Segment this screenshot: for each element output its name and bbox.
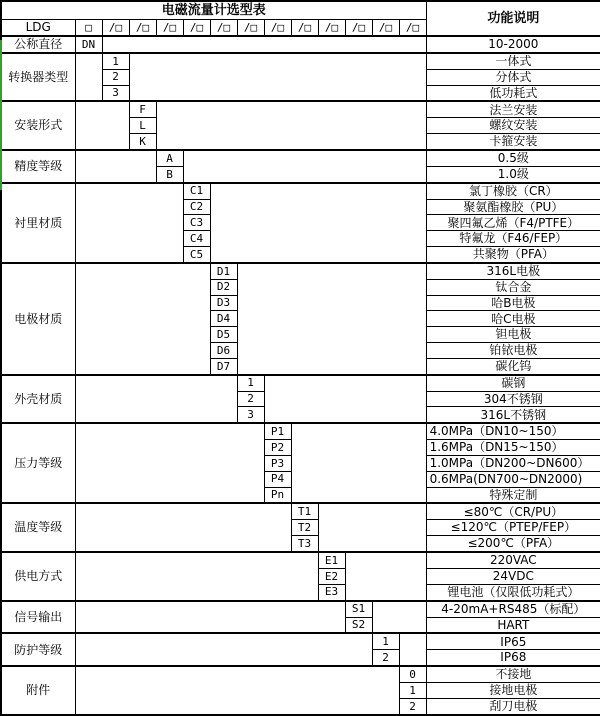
code-cell: Pn [264, 487, 291, 503]
code-cell: 2 [399, 698, 426, 715]
desc-cell: 螺纹安装 [426, 118, 600, 134]
code-cell: 2 [237, 391, 264, 407]
desc-cell: IP68 [426, 650, 600, 666]
section-installation-type [1, 101, 600, 117]
desc-cell: 特氟龙（F46/FEP） [426, 231, 600, 247]
code-cell: S2 [345, 617, 372, 633]
desc-cell: 低功耗式 [426, 85, 600, 101]
section-label: 安装形式 [1, 101, 75, 150]
code-cell: E2 [318, 568, 345, 584]
desc-cell: 聚四氟乙烯（F4/PTFE） [426, 215, 600, 231]
desc-cell: 4.0MPa（DN10~150） [426, 423, 600, 439]
code-cell: 0 [399, 666, 426, 682]
page-title: 电磁流量计选型表 [1, 1, 426, 20]
desc-cell: 304不锈钢 [426, 391, 600, 407]
desc-cell: 刮刀电极 [426, 698, 600, 715]
model-code-slot: /□ [129, 20, 156, 36]
code-cell: E3 [318, 584, 345, 600]
code-cell: 1 [399, 683, 426, 699]
desc-cell: ≤120℃（PTEP/FEP） [426, 520, 600, 536]
desc-cell: 分体式 [426, 69, 600, 85]
section-nominal-diameter [1, 36, 600, 53]
section-pressure-rating [1, 423, 600, 439]
spacer-cell [345, 552, 426, 601]
code-cell: D7 [210, 358, 237, 374]
desc-cell: 哈B电极 [426, 295, 600, 311]
desc-cell: 1.6MPa（DN15~150） [426, 440, 600, 456]
model-code-slot: /□ [183, 20, 210, 36]
spacer-cell [75, 53, 102, 102]
code-cell: T2 [291, 520, 318, 536]
model-code-slot: /□ [372, 20, 399, 36]
section-label: 附件 [1, 666, 75, 715]
spacer-cell [129, 53, 426, 102]
section-electrode-material [1, 263, 600, 279]
section-label: 转换器类型 [1, 53, 75, 102]
spacer-cell [75, 183, 183, 263]
desc-cell: IP65 [426, 633, 600, 649]
code-cell: P4 [264, 471, 291, 487]
spacer-cell [264, 375, 426, 424]
code-cell: P2 [264, 440, 291, 456]
desc-cell: 接地电极 [426, 683, 600, 699]
model-code-slot: /□ [399, 20, 426, 36]
desc-cell: 0.6MPa(DN700~DN2000) [426, 471, 600, 487]
desc-cell: 特殊定制 [426, 487, 600, 503]
spacer-cell [75, 666, 399, 715]
desc-cell: 4-20mA+RS485（标配） [426, 601, 600, 617]
desc-cell: 316L电极 [426, 263, 600, 279]
section-label: 压力等级 [1, 423, 75, 503]
desc-cell: HART [426, 617, 600, 633]
desc-cell: 氯丁橡胶（CR） [426, 183, 600, 199]
code-cell: L [129, 118, 156, 134]
desc-cell: 碳化钨 [426, 358, 600, 374]
spacer-cell [75, 601, 345, 634]
code-cell: T3 [291, 536, 318, 552]
code-cell: D6 [210, 343, 237, 359]
desc-cell: 1.0MPa（DN200~DN600） [426, 456, 600, 472]
model-code-slot: /□ [102, 20, 129, 36]
code-cell: P1 [264, 423, 291, 439]
desc-cell: 聚氨酯橡胶（PU） [426, 199, 600, 215]
desc-cell: ≤200℃（PFA） [426, 536, 600, 552]
model-prefix: LDG [1, 20, 75, 36]
section-converter-type [1, 53, 600, 69]
spacer-cell [318, 503, 426, 552]
spacer-cell [102, 36, 426, 53]
code-cell: E1 [318, 552, 345, 568]
model-code-slot: /□ [156, 20, 183, 36]
code-cell: T1 [291, 503, 318, 519]
code-cell: D2 [210, 279, 237, 295]
code-cell: 1 [372, 633, 399, 649]
section-protection-rating [1, 633, 600, 649]
section-label: 温度等级 [1, 503, 75, 552]
title-row [1, 1, 600, 20]
section-label: 信号输出 [1, 601, 75, 634]
model-code-box: □ [75, 20, 102, 36]
code-cell: C5 [183, 247, 210, 263]
desc-cell: 锂电池（仅限低功耗式） [426, 584, 600, 600]
section-label: 外壳材质 [1, 375, 75, 424]
section-signal-output [1, 601, 600, 617]
code-cell: 3 [102, 85, 129, 101]
model-code-slot: /□ [264, 20, 291, 36]
spacer-cell [156, 101, 426, 150]
desc-cell: 220VAC [426, 552, 600, 568]
desc-cell: 铂铱电极 [426, 343, 600, 359]
section-label: 供电方式 [1, 552, 75, 601]
spacer-cell [75, 552, 318, 601]
spacer-cell [75, 633, 372, 666]
model-code-slot: /□ [345, 20, 372, 36]
desc-cell: 一体式 [426, 53, 600, 69]
code-cell: D3 [210, 295, 237, 311]
code-cell: S1 [345, 601, 372, 617]
section-liner-material [1, 183, 600, 199]
desc-cell: 哈C电极 [426, 311, 600, 327]
model-code-slot: /□ [291, 20, 318, 36]
spacer-cell [237, 263, 426, 375]
spacer-cell [75, 375, 237, 424]
code-cell: A [156, 150, 183, 166]
code-cell: 1 [237, 375, 264, 391]
spacer-cell [183, 150, 426, 183]
desc-cell: 10-2000 [426, 36, 600, 53]
desc-cell: 法兰安装 [426, 101, 600, 117]
function-column-header: 功能说明 [426, 1, 600, 36]
code-cell: 3 [237, 407, 264, 423]
section-label: 公称直径 [1, 36, 75, 53]
code-cell: C3 [183, 215, 210, 231]
section-label: 电极材质 [1, 263, 75, 375]
section-housing-material [1, 375, 600, 391]
section-label: 防护等级 [1, 633, 75, 666]
spacer-cell [75, 503, 291, 552]
desc-cell: 钽电极 [426, 327, 600, 343]
spacer-cell [75, 423, 264, 503]
model-code-slot: /□ [237, 20, 264, 36]
code-cell: C2 [183, 199, 210, 215]
spacer-cell [291, 423, 426, 503]
code-cell: C4 [183, 231, 210, 247]
code-cell: P3 [264, 456, 291, 472]
desc-cell: 共聚物（PFA） [426, 247, 600, 263]
code-cell: D4 [210, 311, 237, 327]
desc-cell: 1.0级 [426, 166, 600, 182]
desc-cell: 316L不锈钢 [426, 407, 600, 423]
section-label: 衬里材质 [1, 183, 75, 263]
code-cell: D5 [210, 327, 237, 343]
code-cell: 2 [102, 69, 129, 85]
desc-cell: ≤80℃（CR/PU） [426, 503, 600, 519]
desc-cell: 24VDC [426, 568, 600, 584]
spacer-cell [372, 601, 426, 634]
code-cell: 2 [372, 650, 399, 666]
spacer-cell [75, 150, 156, 183]
spacer-cell [75, 101, 129, 150]
desc-cell: 0.5级 [426, 150, 600, 166]
code-cell: C1 [183, 183, 210, 199]
section-accessories [1, 666, 600, 682]
code-cell: D1 [210, 263, 237, 279]
spacer-cell [75, 263, 210, 375]
section-accuracy-grade [1, 150, 600, 166]
code-cell: 1 [102, 53, 129, 69]
spacer-cell [399, 633, 426, 666]
code-cell: K [129, 134, 156, 150]
desc-cell: 卡箍安装 [426, 134, 600, 150]
desc-cell: 碳钢 [426, 375, 600, 391]
section-temperature-rating [1, 503, 600, 519]
model-code-slot: /□ [318, 20, 345, 36]
spacer-cell [210, 183, 426, 263]
desc-cell: 不接地 [426, 666, 600, 682]
section-label: 精度等级 [1, 150, 75, 183]
code-cell: B [156, 166, 183, 182]
code-cell: F [129, 101, 156, 117]
section-power-supply [1, 552, 600, 568]
desc-cell: 钛合金 [426, 279, 600, 295]
model-code-slot: /□ [210, 20, 237, 36]
code-cell: DN [75, 36, 102, 53]
